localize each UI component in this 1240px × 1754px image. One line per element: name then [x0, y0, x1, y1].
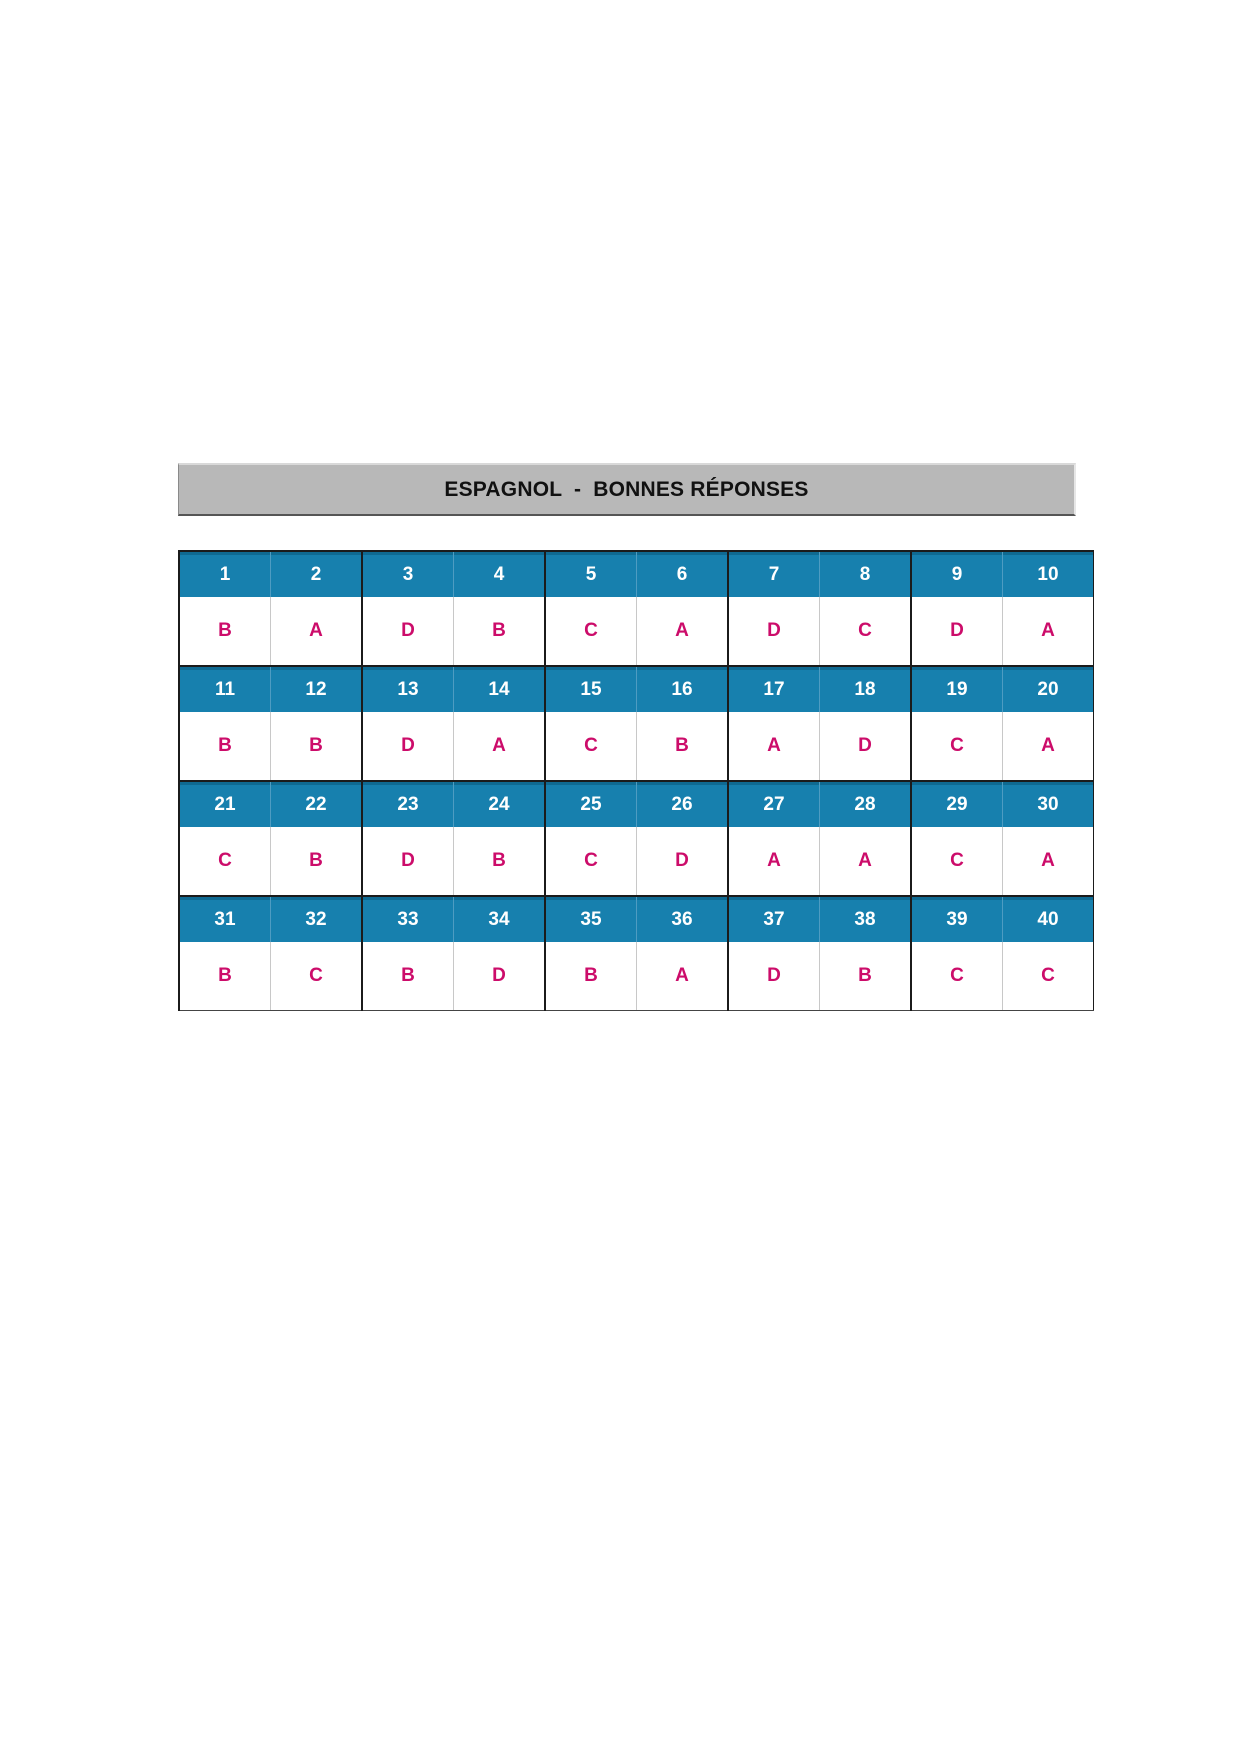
question-number-cell: 19 [911, 666, 1003, 712]
answer-cell: A [1003, 827, 1094, 896]
answer-cell: B [271, 712, 363, 781]
answer-cell: B [820, 942, 912, 1011]
question-number-cell: 2 [271, 551, 363, 597]
question-number-cell: 31 [179, 896, 271, 942]
question-number-cell: 32 [271, 896, 363, 942]
answer-row [179, 597, 1094, 666]
answer-cell: C [545, 712, 637, 781]
answer-cell: B [271, 827, 363, 896]
question-number-cell: 28 [820, 781, 912, 827]
question-number-cell: 10 [1003, 551, 1094, 597]
answer-cell: B [179, 942, 271, 1011]
answer-cell: A [637, 597, 729, 666]
question-number-cell: 34 [454, 896, 546, 942]
answer-row [179, 942, 1094, 1011]
question-number-cell: 16 [637, 666, 729, 712]
question-number-cell: 18 [820, 666, 912, 712]
answer-cell: C [820, 597, 912, 666]
question-number-cell: 27 [728, 781, 820, 827]
question-number-cell: 8 [820, 551, 912, 597]
answer-cell: D [362, 827, 454, 896]
question-number-cell: 25 [545, 781, 637, 827]
question-number-cell: 29 [911, 781, 1003, 827]
question-number-row [179, 666, 1094, 712]
answer-cell: A [1003, 712, 1094, 781]
question-number-cell: 7 [728, 551, 820, 597]
answer-cell: C [911, 942, 1003, 1011]
question-number-cell: 20 [1003, 666, 1094, 712]
question-number-cell: 11 [179, 666, 271, 712]
answer-cell: C [1003, 942, 1094, 1011]
question-number-row [179, 781, 1094, 827]
answer-cell: C [911, 827, 1003, 896]
question-number-cell: 26 [637, 781, 729, 827]
answer-cell: B [454, 827, 546, 896]
answer-cell: A [637, 942, 729, 1011]
answer-cell: D [728, 942, 820, 1011]
question-number-cell: 40 [1003, 896, 1094, 942]
answer-cell: C [179, 827, 271, 896]
answer-cell: B [179, 712, 271, 781]
answer-row [179, 712, 1094, 781]
answer-cell: B [362, 942, 454, 1011]
answer-cell: B [454, 597, 546, 666]
answer-cell: D [637, 827, 729, 896]
question-number-cell: 13 [362, 666, 454, 712]
question-number-cell: 23 [362, 781, 454, 827]
answer-cell: C [545, 597, 637, 666]
answer-cell: B [637, 712, 729, 781]
answer-cell: D [911, 597, 1003, 666]
answer-cell: D [728, 597, 820, 666]
answer-cell: A [454, 712, 546, 781]
question-number-cell: 1 [179, 551, 271, 597]
question-number-cell: 15 [545, 666, 637, 712]
answer-key-title: ESPAGNOL - BONNES RÉPONSES [444, 477, 809, 501]
answer-cell: A [728, 712, 820, 781]
question-number-cell: 36 [637, 896, 729, 942]
answer-grid [178, 550, 1094, 1011]
answer-cell: A [1003, 597, 1094, 666]
question-number-cell: 33 [362, 896, 454, 942]
question-number-row [179, 551, 1094, 597]
answer-cell: B [545, 942, 637, 1011]
answer-cell: D [454, 942, 546, 1011]
question-number-cell: 4 [454, 551, 546, 597]
question-number-row [179, 896, 1094, 942]
answer-cell: C [911, 712, 1003, 781]
answer-cell: A [728, 827, 820, 896]
question-number-cell: 24 [454, 781, 546, 827]
question-number-cell: 22 [271, 781, 363, 827]
question-number-cell: 9 [911, 551, 1003, 597]
question-number-cell: 21 [179, 781, 271, 827]
answer-cell: D [362, 712, 454, 781]
question-number-cell: 17 [728, 666, 820, 712]
answer-row [179, 827, 1094, 896]
question-number-cell: 30 [1003, 781, 1094, 827]
answer-cell: D [362, 597, 454, 666]
question-number-cell: 39 [911, 896, 1003, 942]
question-number-cell: 6 [637, 551, 729, 597]
question-number-cell: 14 [454, 666, 546, 712]
question-number-cell: 38 [820, 896, 912, 942]
answer-cell: D [820, 712, 912, 781]
answer-cell: A [820, 827, 912, 896]
answer-cell: C [545, 827, 637, 896]
question-number-cell: 3 [362, 551, 454, 597]
question-number-cell: 35 [545, 896, 637, 942]
question-number-cell: 37 [728, 896, 820, 942]
question-number-cell: 12 [271, 666, 363, 712]
answer-cell: A [271, 597, 363, 666]
answer-cell: C [271, 942, 363, 1011]
answer-key-title-bar [178, 463, 1076, 516]
answer-cell: B [179, 597, 271, 666]
question-number-cell: 5 [545, 551, 637, 597]
